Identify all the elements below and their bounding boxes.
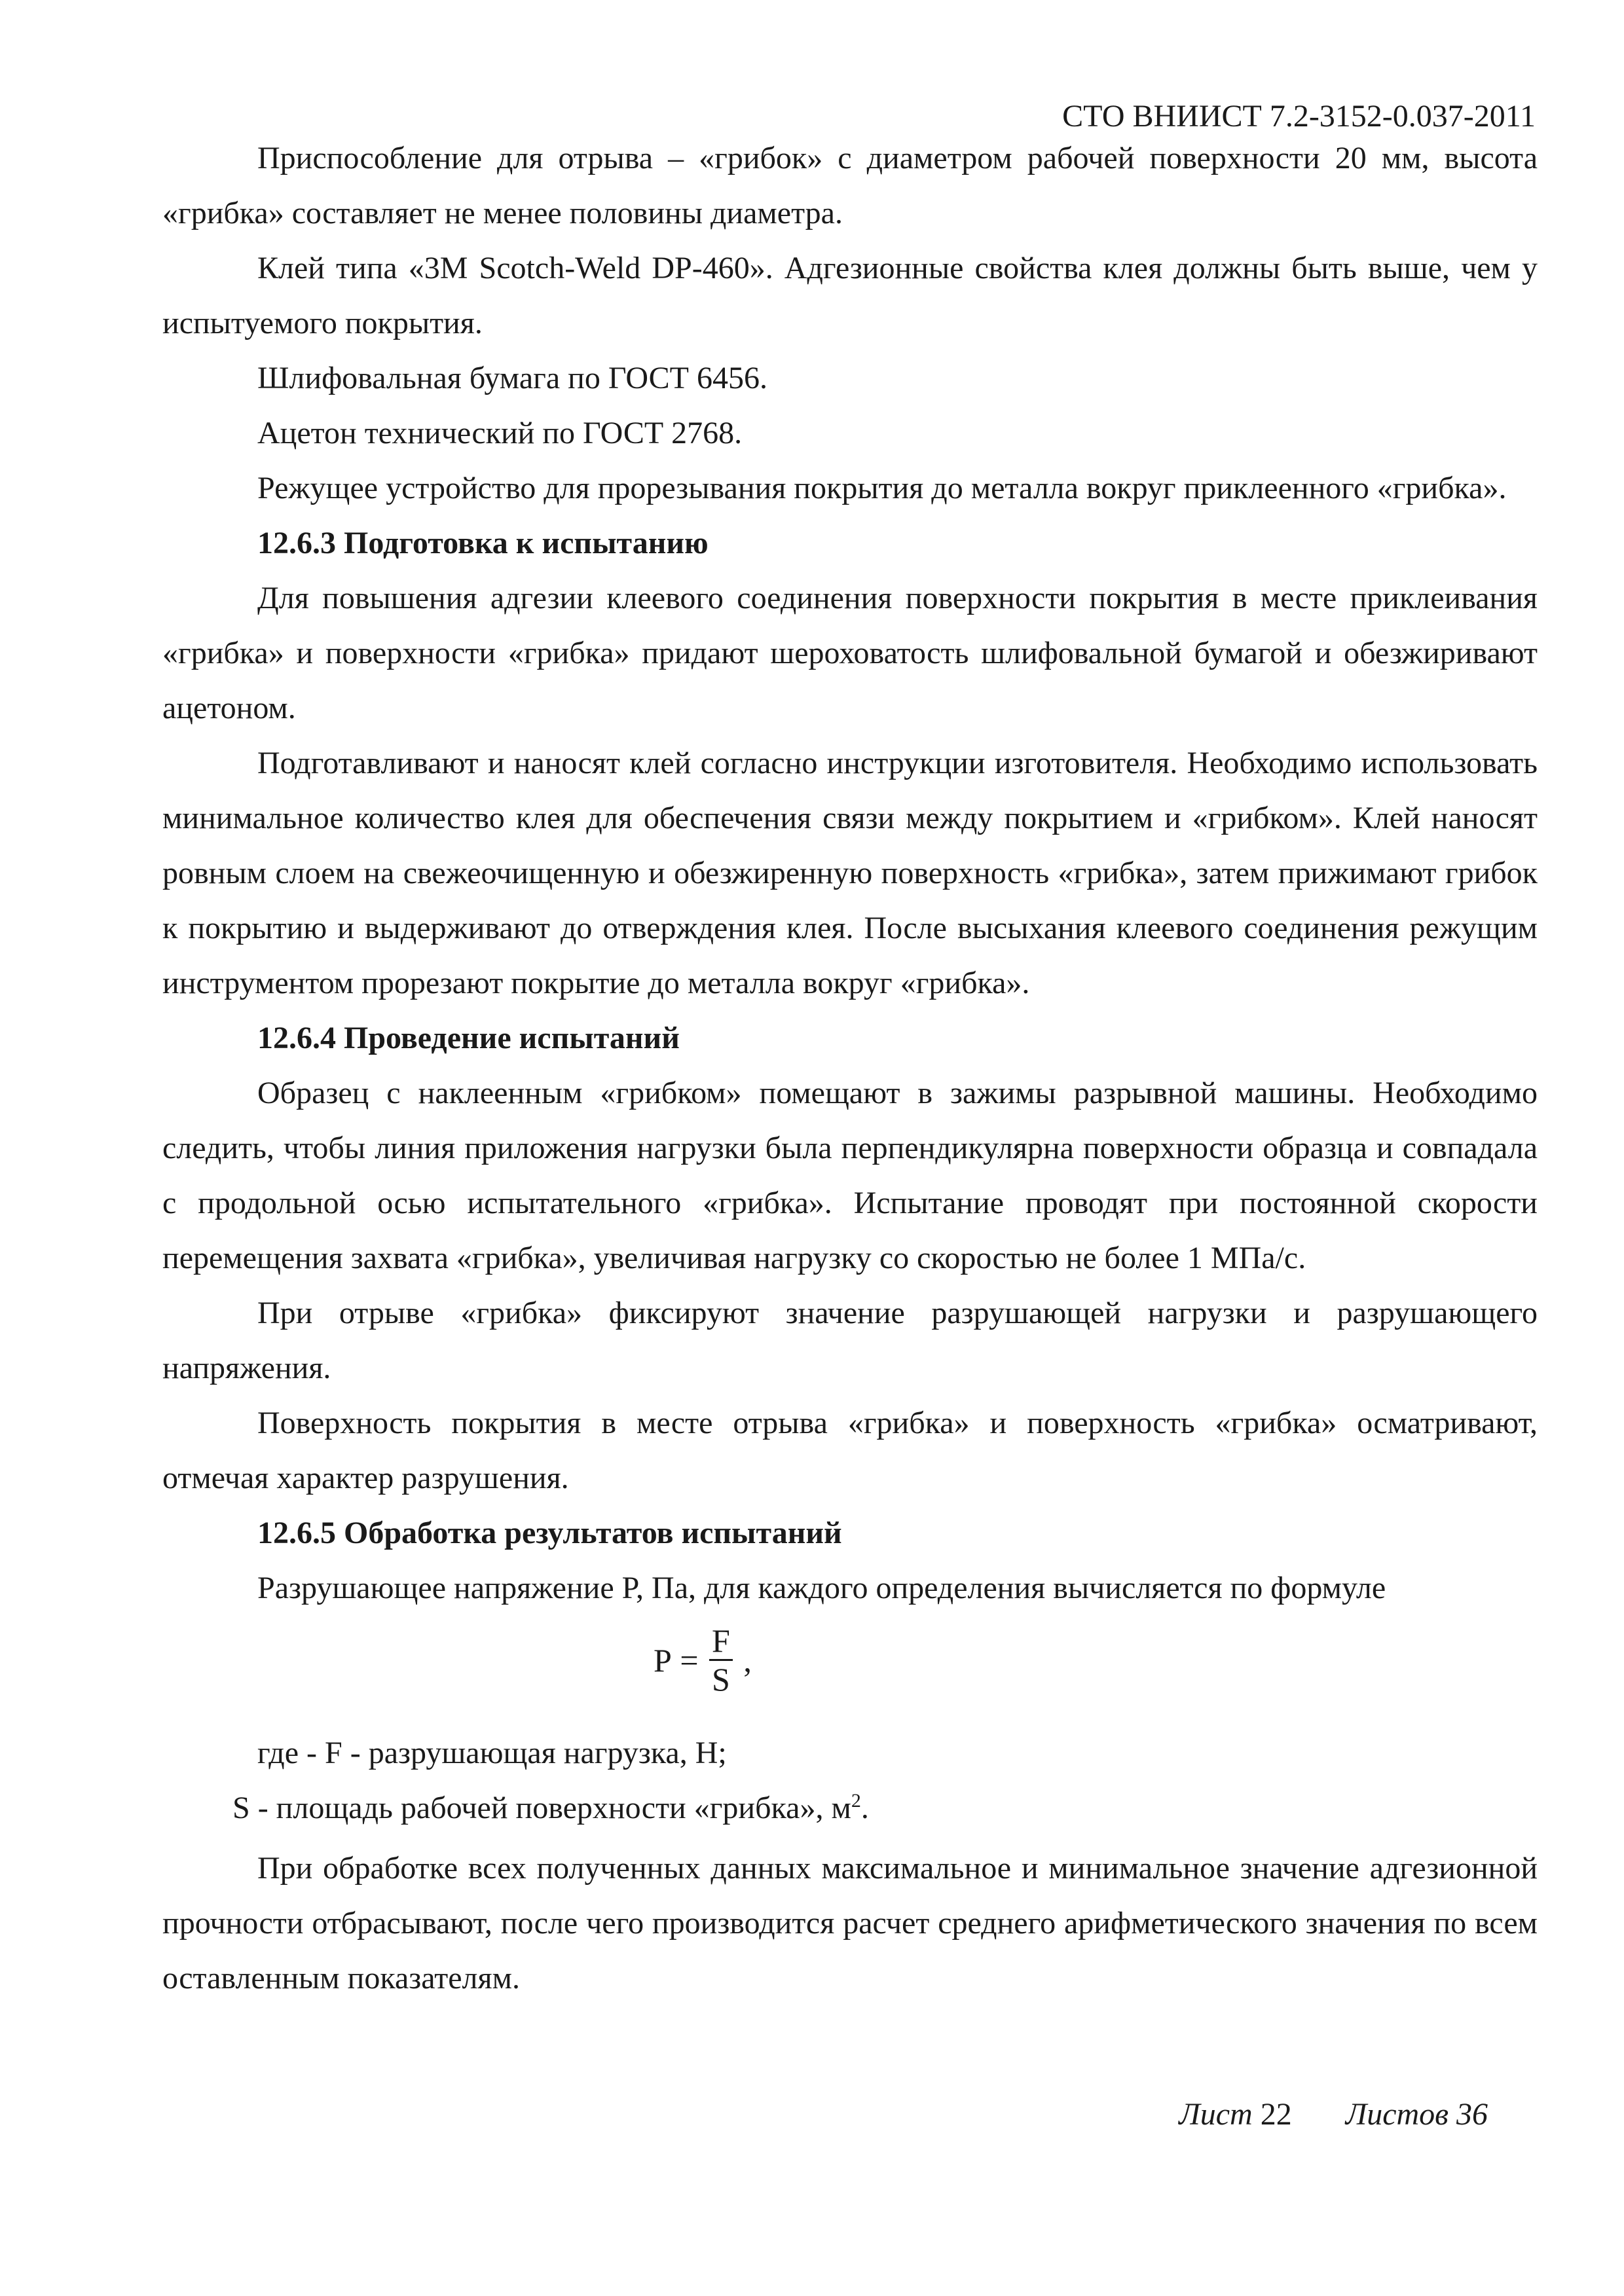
- paragraph-inspection: Поверхность покрытия в месте отрыва «грибка» и поверхность «грибка» осматривают, отмечая характер разрушения.: [162, 1406, 1538, 1495]
- formula-numerator: F: [709, 1622, 733, 1661]
- formula-fraction: [709, 1622, 733, 1698]
- paragraph-fixture: Приспособление для отрыва – «грибок» с диаметром рабочей поверхности 20 мм, высота «грибка» составляет не менее половины диаметра.: [162, 141, 1538, 230]
- paragraph-test-setup: Образец с наклеенным «грибком» помещают в зажимы разрывной машины. Необходимо следить, чтобы линия приложения нагрузки была перпендикулярна поверхности образца и совпадала с продольной осью испытательного «грибка». Испытание проводят при постоянной скорости перемещения захвата «грибка», увеличивая нагрузку со скоростью не более 1 МПа/с.: [162, 1076, 1538, 1275]
- page-footer: [1179, 2095, 1488, 2134]
- where-f-definition: где - F - разрушающая нагрузка, Н;: [257, 1736, 727, 1770]
- formula-comma: ,: [743, 1641, 752, 1679]
- sheet-number: 22: [1260, 2097, 1292, 2132]
- sheets-label: Листов: [1345, 2097, 1449, 2132]
- sheets-total: 36: [1456, 2097, 1488, 2132]
- where-s-end: .: [860, 1791, 869, 1825]
- paragraph-detachment: При отрыве «грибка» фиксируют значение разрушающей нагрузки и разрушающего напряжения.: [162, 1296, 1538, 1385]
- heading-12-6-5: 12.6.5 Обработка результатов испытаний: [257, 1516, 842, 1550]
- sheet-label: Лист: [1179, 2097, 1253, 2132]
- heading-12-6-4: 12.6.4 Проведение испытаний: [257, 1021, 680, 1055]
- paragraph-cutter: Режущее устройство для прорезывания покрытия до металла вокруг приклеенного «грибка».: [257, 471, 1507, 505]
- paragraph-results-processing: При обработке всех полученных данных максимальное и минимальное значение адгезионной прочности отбрасывают, после чего производится расчет среднего арифметического значения по всем оставленным показателям.: [162, 1851, 1538, 1995]
- heading-12-6-3: 12.6.3 Подготовка к испытанию: [257, 526, 709, 560]
- formula-denominator: S: [712, 1661, 730, 1698]
- where-s-superscript: 2: [851, 1790, 861, 1812]
- document-body: [162, 131, 1538, 2006]
- document-code: СТО ВНИИСТ 7.2-3152-0.037-2011: [1062, 99, 1536, 134]
- formula-lhs: P: [654, 1641, 672, 1679]
- formula-block: [162, 1616, 1538, 1726]
- paragraph-sandpaper: Шлифовальная бумага по ГОСТ 6456.: [257, 361, 767, 395]
- formula-equals: =: [680, 1641, 699, 1679]
- paragraph-surface-prep: Для повышения адгезии клеевого соединения поверхности покрытия в месте приклеивания «грибка» и поверхности «грибка» придают шероховатость шлифовальной бумагой и обезжиривают ацетоном.: [162, 581, 1538, 725]
- paragraph-glue-application: Подготавливают и наносят клей согласно инструкции изготовителя. Необходимо использовать минимальное количество клея для обеспечения связи между покрытием и «грибком». Клей наносят ровным слоем на свежеочищенную и обезжиренную поверхность «грибка», затем прижимают грибок к покрытию и выдерживают до отверждения клея. После высыхания клеевого соединения режущим инструментом прорезают покрытие до металла вокруг «грибка».: [162, 746, 1538, 1000]
- where-s-text: S - площадь рабочей поверхности «грибка», м: [232, 1791, 851, 1825]
- paragraph-adhesive: Клей типа «3M Scotch-Weld DP-460». Адгезионные свойства клея должны быть выше, чем у испытуемого покрытия.: [162, 251, 1538, 340]
- stress-formula: [654, 1622, 752, 1698]
- paragraph-formula-intro: Разрушающее напряжение P, Па, для каждого определения вычисляется по формуле: [257, 1571, 1386, 1605]
- paragraph-acetone: Ацетон технический по ГОСТ 2768.: [257, 416, 743, 450]
- where-s-definition: [162, 1781, 1538, 1836]
